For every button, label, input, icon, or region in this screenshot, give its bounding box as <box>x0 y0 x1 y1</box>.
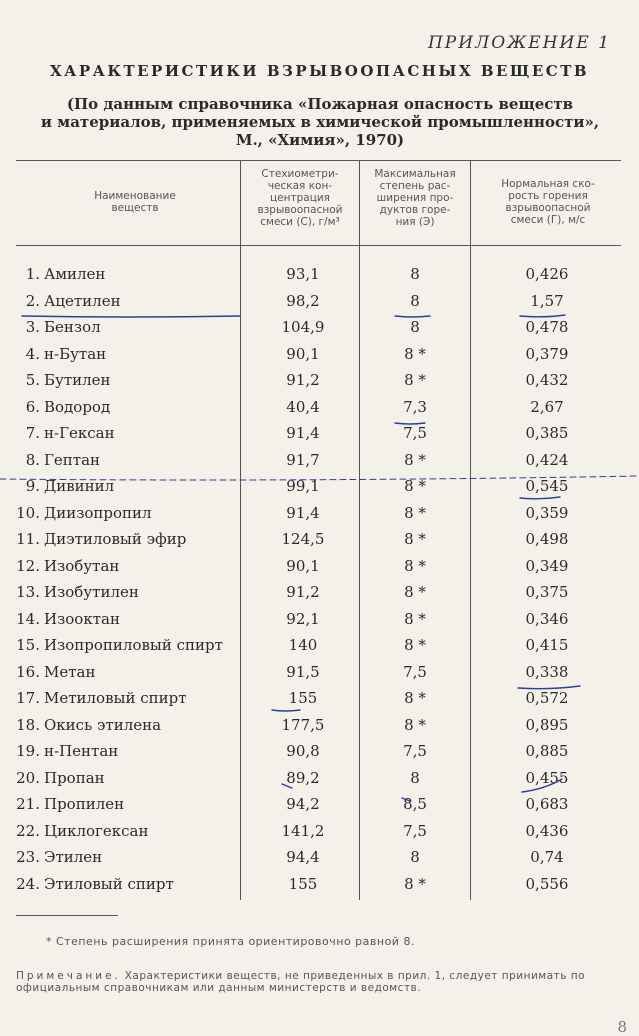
burning-speed: 0,379 <box>525 344 569 363</box>
table-row <box>0 477 639 503</box>
substance-name: Окись этилена <box>44 715 162 734</box>
stoich-concentration: 155 <box>288 874 318 893</box>
stoich-concentration: 90,1 <box>286 344 320 363</box>
burning-speed: 0,338 <box>525 662 569 681</box>
row-number: 10. <box>16 503 40 522</box>
expansion-degree: 8 * <box>404 530 426 548</box>
row-number: 18. <box>16 715 40 734</box>
substance-name: Пропилен <box>44 795 125 813</box>
document-subtitle <box>20 95 620 149</box>
stoich-concentration: 124,5 <box>281 530 325 548</box>
table-row <box>0 318 639 344</box>
substance-name: Водород <box>44 397 111 416</box>
burning-speed: 0,375 <box>525 583 569 601</box>
expansion-degree: 8 * <box>404 583 426 601</box>
row-number: 9. <box>25 477 40 495</box>
table-row <box>0 557 639 583</box>
table-row <box>0 371 639 397</box>
burning-speed: 0,498 <box>525 530 569 548</box>
note <box>16 970 616 994</box>
stoich-concentration: 91,2 <box>286 583 320 601</box>
stoich-concentration: 104,9 <box>281 318 325 336</box>
stoich-concentration: 140 <box>288 636 318 654</box>
expansion-degree: 7,3 <box>403 397 427 416</box>
burning-speed: 2,67 <box>530 397 564 416</box>
row-number: 15. <box>16 636 40 654</box>
expansion-degree: 8 * <box>404 344 426 363</box>
row-number: 21. <box>16 795 40 813</box>
note-text: Характеристики веществ, не приведенных в прил. 1, следует принимать по официальным справочникам или данным министерств и ведомств. <box>16 970 586 994</box>
stoich-concentration: 91,7 <box>286 450 320 469</box>
appendix-label: ПРИЛОЖЕНИЕ 1 <box>427 33 611 53</box>
burning-speed: 0,683 <box>525 795 569 813</box>
table-row <box>0 663 639 689</box>
table-top-rule <box>16 160 621 161</box>
stoich-concentration: 94,2 <box>286 795 320 813</box>
substance-name: Циклогексан <box>44 821 149 840</box>
expansion-degree: 7,5 <box>403 742 427 760</box>
burning-speed: 0,895 <box>525 715 569 734</box>
header-speed: Нормальная ско- рость горения взрывоопасной смеси (Г), м/с <box>501 178 595 226</box>
expansion-degree: 8 * <box>404 450 426 469</box>
substance-name: Этиловый спирт <box>44 874 174 893</box>
expansion-degree: 8,5 <box>403 795 427 813</box>
burning-speed: 0,424 <box>525 450 569 469</box>
burning-speed: 0,436 <box>525 821 569 840</box>
table-row <box>0 424 639 450</box>
expansion-degree: 8 * <box>404 689 426 707</box>
table-row <box>0 265 639 291</box>
burning-speed: 0,349 <box>525 556 569 575</box>
substance-name: Диизопропил <box>44 503 152 522</box>
header-expansion: Максимальная степень рас- ширения про- дуктов горе- ния (Э) <box>374 168 456 228</box>
row-number: 6. <box>25 397 40 416</box>
burning-speed: 0,572 <box>525 689 569 707</box>
row-number: 22. <box>16 821 40 840</box>
substance-name: н-Гексан <box>44 424 115 442</box>
expansion-degree: 7,5 <box>403 662 427 681</box>
table-row <box>0 742 639 768</box>
expansion-degree: 8 <box>410 768 420 787</box>
row-number: 8. <box>25 450 40 469</box>
stoich-concentration: 99,1 <box>286 477 320 495</box>
expansion-degree: 8 <box>410 318 420 336</box>
expansion-degree: 8 * <box>404 874 426 893</box>
substance-name: Этилен <box>44 848 103 866</box>
stoich-concentration: 141,2 <box>281 821 325 840</box>
table-row <box>0 769 639 795</box>
substance-name: Бутилен <box>44 371 111 389</box>
note-lead: Примечание. <box>16 970 121 982</box>
row-number: 1. <box>25 265 40 283</box>
stoich-concentration: 94,4 <box>286 848 320 866</box>
row-number: 19. <box>16 742 40 760</box>
table-row <box>0 689 639 715</box>
row-number: 12. <box>16 556 40 575</box>
row-number: 13. <box>16 583 40 601</box>
table-row <box>0 398 639 424</box>
stoich-concentration: 91,4 <box>286 503 320 522</box>
row-number: 24. <box>16 874 40 893</box>
expansion-degree: 8 * <box>404 609 426 628</box>
table-row <box>0 530 639 556</box>
stoich-concentration: 155 <box>288 689 318 707</box>
burning-speed: 0,426 <box>525 265 569 283</box>
substance-name: Гептан <box>44 450 101 469</box>
row-number: 3. <box>25 318 40 336</box>
stoich-concentration: 91,5 <box>286 662 320 681</box>
burning-speed: 1,57 <box>530 291 564 310</box>
expansion-degree: 8 * <box>404 556 426 575</box>
row-number: 14. <box>16 609 40 628</box>
table-row <box>0 504 639 530</box>
table-row <box>0 292 639 318</box>
burning-speed: 0,359 <box>525 503 569 522</box>
table-row <box>0 583 639 609</box>
expansion-degree: 8 * <box>404 503 426 522</box>
row-number: 20. <box>16 768 40 787</box>
table-row <box>0 345 639 371</box>
table-row <box>0 610 639 636</box>
table-row <box>0 795 639 821</box>
row-number: 5. <box>25 371 40 389</box>
substance-name: Диэтиловый эфир <box>44 530 187 548</box>
expansion-degree: 8 <box>410 848 420 866</box>
burning-speed: 0,545 <box>525 477 569 495</box>
table-row <box>0 636 639 662</box>
stoich-concentration: 91,2 <box>286 371 320 389</box>
burning-speed: 0,478 <box>525 318 569 336</box>
table-header-rule <box>16 245 621 246</box>
stoich-concentration: 177,5 <box>281 715 325 734</box>
burning-speed: 0,556 <box>525 874 569 893</box>
stoich-concentration: 90,1 <box>286 556 320 575</box>
substance-name: н-Бутан <box>44 344 107 363</box>
expansion-degree: 8 * <box>404 477 426 495</box>
row-number: 16. <box>16 662 40 681</box>
subtitle-line: М., «Химия», 1970) <box>235 131 405 149</box>
burning-speed: 0,885 <box>525 742 569 760</box>
stoich-concentration: 89,2 <box>286 768 320 787</box>
footnote: * Степень расширения принята ориентировочно равной 8. <box>46 935 415 948</box>
substance-name: Пропан <box>44 768 105 787</box>
substance-name: Дивинил <box>44 477 115 495</box>
table-row <box>0 875 639 901</box>
table-row <box>0 848 639 874</box>
expansion-degree: 8 * <box>404 636 426 654</box>
document-title: ХАРАКТЕРИСТИКИ ВЗРЫВООПАСНЫХ ВЕЩЕСТВ <box>49 62 590 80</box>
burning-speed: 0,385 <box>525 424 569 442</box>
row-number: 2. <box>25 291 40 310</box>
burning-speed: 0,346 <box>525 609 569 628</box>
substance-name: н-Пентан <box>44 742 119 760</box>
substance-name: Изобутан <box>44 556 120 575</box>
substance-name: Изооктан <box>44 609 120 628</box>
substance-name: Метиловый спирт <box>44 689 187 707</box>
stoich-concentration: 90,8 <box>286 742 320 760</box>
expansion-degree: 7,5 <box>403 424 427 442</box>
burning-speed: 0,455 <box>525 768 569 787</box>
substance-name: Метан <box>44 662 96 681</box>
subtitle-line: и материалов, применяемых в химической промышленности», <box>40 113 600 131</box>
stoich-concentration: 93,1 <box>286 265 320 283</box>
row-number: 17. <box>16 689 40 707</box>
subtitle-line: (По данным справочника «Пожарная опасность веществ <box>66 95 574 113</box>
stoich-concentration: 91,4 <box>286 424 320 442</box>
substance-name: Бензол <box>44 318 101 336</box>
expansion-degree: 7,5 <box>403 821 427 840</box>
expansion-degree: 8 <box>410 291 420 310</box>
header-name: Наименование веществ <box>94 190 176 214</box>
table-row <box>0 822 639 848</box>
header-stoich: Стехиометри- ческая кон- центрация взрывоопасной смеси (C), г/м³ <box>257 168 343 228</box>
substance-name: Ацетилен <box>44 291 121 310</box>
expansion-degree: 8 * <box>404 371 426 389</box>
burning-speed: 0,415 <box>525 636 569 654</box>
table-row <box>0 451 639 477</box>
substance-name: Изопропиловый спирт <box>44 636 223 654</box>
row-number: 4. <box>25 344 40 363</box>
stoich-concentration: 92,1 <box>286 609 320 628</box>
table-row <box>0 716 639 742</box>
substance-name: Амилен <box>44 265 106 283</box>
burning-speed: 0,432 <box>525 371 569 389</box>
stoich-concentration: 98,2 <box>286 291 320 310</box>
substance-name: Изобутилен <box>44 583 139 601</box>
stoich-concentration: 40,4 <box>286 397 320 416</box>
expansion-degree: 8 * <box>404 715 426 734</box>
row-number: 11. <box>16 530 40 548</box>
row-number: 7. <box>25 424 40 442</box>
page-number: 8 <box>617 1018 627 1036</box>
footnote-rule <box>16 915 118 916</box>
expansion-degree: 8 <box>410 265 420 283</box>
burning-speed: 0,74 <box>530 848 564 866</box>
row-number: 23. <box>16 848 40 866</box>
